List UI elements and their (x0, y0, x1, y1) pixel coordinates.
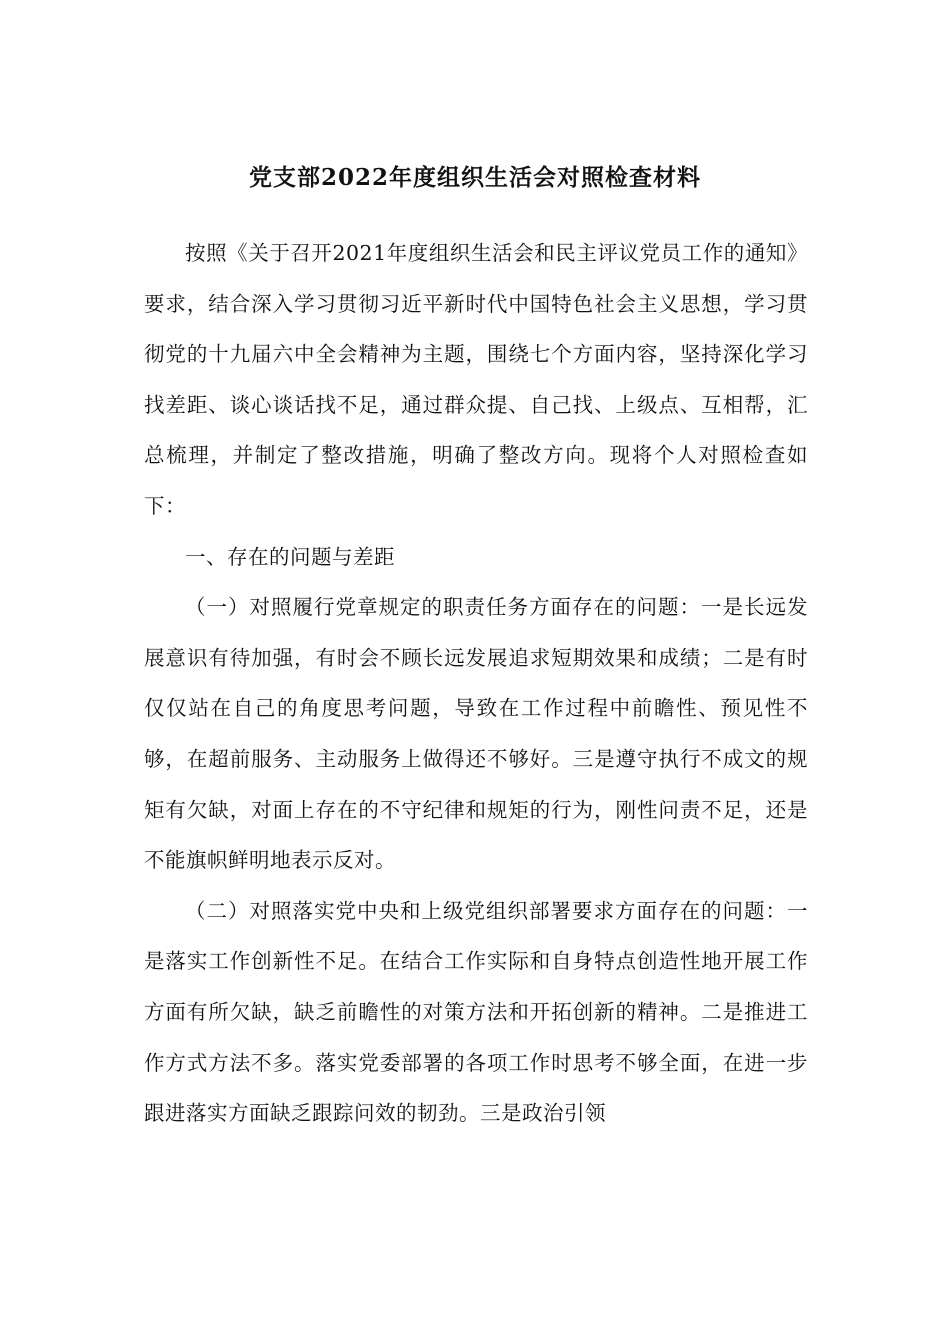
document-title: 党支部2022年度组织生活会对照检查材料 (248, 164, 701, 191)
paragraph-section-2: （二）对照落实党中央和上级党组织部署要求方面存在的问题：一是落实工作创新性不足。在结合工作实际和自身特点创造性地开展工作方面有所欠缺，缺乏前瞻性的对策方法和开拓创新的精神。二是推进工作方式方法不多。落实党委部署的各项工作时思考不够全面，在进一步跟进落实方面缺乏跟踪问效的韧劲。三是政治引领 (144, 898, 808, 1126)
document-body (144, 228, 808, 1139)
section-heading-problems: 一、存在的问题与差距 (185, 544, 395, 569)
paragraph-intro: 按照《关于召开2021年度组织生活会和民主评议党员工作的通知》要求，结合深入学习贯彻习近平新时代中国特色社会主义思想，学习贯彻党的十九届六中全会精神为主题，围绕七个方面内容，坚持深化学习找差距、谈心谈话找不足，通过群众提、自己找、上级点、互相帮，汇总梳理，并制定了整改措施，明确了整改方向。现将个人对照检查如下： (144, 241, 808, 518)
paragraph-section-1: （一）对照履行党章规定的职责任务方面存在的问题：一是长远发展意识有待加强，有时会不顾长远发展追求短期效果和成绩；二是有时仅仅站在自己的角度思考问题，导致在工作过程中前瞻性、预见性不够，在超前服务、主动服务上做得还不够好。三是遵守执行不成文的规矩有欠缺，对面上存在的不守纪律和规矩的行为，刚性问责不足，还是不能旗帜鲜明地表示反对。 (144, 595, 808, 873)
